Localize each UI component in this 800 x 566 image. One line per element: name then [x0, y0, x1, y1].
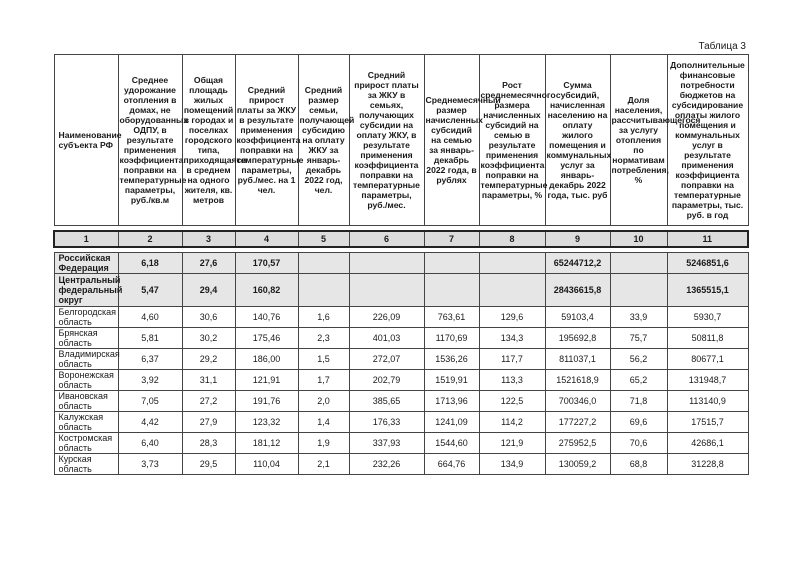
table-cell: 30,6: [182, 307, 235, 328]
table-cell: 811037,1: [545, 349, 610, 370]
table-cell: 175,46: [235, 328, 298, 349]
column-number: 2: [118, 231, 182, 247]
table-cell: 176,33: [349, 412, 424, 433]
table-cell: [298, 253, 349, 274]
table-cell: 1170,69: [424, 328, 479, 349]
region-name: Курская область: [54, 454, 118, 475]
table-cell: 71,8: [610, 391, 667, 412]
table-cell: 113,3: [479, 370, 545, 391]
column-header: Сумма субсидий, начисленная населению на оплату жилого помещения и коммунальных услуг за январь-декабрь 2022 года, тыс. руб: [545, 55, 610, 226]
table-cell: [349, 253, 424, 274]
table-cell: [424, 274, 479, 307]
table-cell: 1536,26: [424, 349, 479, 370]
region-name: Ивановская область: [54, 391, 118, 412]
table-cell: 28,3: [182, 433, 235, 454]
header-row: [54, 55, 748, 226]
table-cell: 68,8: [610, 454, 667, 475]
column-header: Дополнительные финансовые потребности бюджетов на субсидирование оплаты жилого помещения и коммунальных услуг в результате применения коэффициента поправки на температурные параметры, тыс. руб. в год: [667, 55, 748, 226]
table-row: [54, 328, 748, 349]
table-row: [54, 349, 748, 370]
table-cell: 129,6: [479, 307, 545, 328]
table-cell: 1,5: [298, 349, 349, 370]
table-cell: 5,81: [118, 328, 182, 349]
table-cell: 30,2: [182, 328, 235, 349]
column-number: 3: [182, 231, 235, 247]
region-name: Брянская область: [54, 328, 118, 349]
table-cell: 3,92: [118, 370, 182, 391]
table-cell: 1365515,1: [667, 274, 748, 307]
table-cell: 401,03: [349, 328, 424, 349]
table-cell: [479, 274, 545, 307]
data-table: [53, 54, 749, 475]
table-cell: 2,0: [298, 391, 349, 412]
table-cell: 65244712,2: [545, 253, 610, 274]
table-cell: 160,82: [235, 274, 298, 307]
region-name: Белгородская область: [54, 307, 118, 328]
table-cell: 6,40: [118, 433, 182, 454]
table-cell: 5930,7: [667, 307, 748, 328]
table-cell: 226,09: [349, 307, 424, 328]
table-cell: 4,42: [118, 412, 182, 433]
column-header: Рост среднемесячного размера начисленных субсидий на семью в результате применения коэффициента поправки на температурные параметры, %: [479, 55, 545, 226]
table-cell: 110,04: [235, 454, 298, 475]
table-cell: 70,6: [610, 433, 667, 454]
table-cell: 337,93: [349, 433, 424, 454]
table-cell: 27,6: [182, 253, 235, 274]
column-number-row: [54, 231, 748, 247]
column-header: Общая площадь жилых помещений в городах и поселках городского типа, приходящаяся в среднем на одного жителя, кв. метров: [182, 55, 235, 226]
table-cell: 140,76: [235, 307, 298, 328]
column-header: Доля населения, рассчитывающегося за услугу отопления по нормативам потребления, %: [610, 55, 667, 226]
table-cell: 664,76: [424, 454, 479, 475]
table-cell: 123,32: [235, 412, 298, 433]
table-cell: [349, 274, 424, 307]
table-cell: 29,5: [182, 454, 235, 475]
column-number: 8: [479, 231, 545, 247]
table-cell: 1519,91: [424, 370, 479, 391]
table-row-district: [54, 274, 748, 307]
table-cell: 121,91: [235, 370, 298, 391]
table-cell: 114,2: [479, 412, 545, 433]
table-cell: 29,4: [182, 274, 235, 307]
table-cell: 6,37: [118, 349, 182, 370]
table-cell: 42686,1: [667, 433, 748, 454]
table-cell: 130059,2: [545, 454, 610, 475]
column-header: Средний прирост платы за ЖКУ в семьях, получающих субсидии на оплату ЖКУ, в результате применения коэффициента поправки на температурные параметры, руб./мес.: [349, 55, 424, 226]
table-cell: [610, 274, 667, 307]
table-cell: 232,26: [349, 454, 424, 475]
table-cell: 121,9: [479, 433, 545, 454]
table-row: [54, 454, 748, 475]
table-cell: 1,9: [298, 433, 349, 454]
table-cell: 763,61: [424, 307, 479, 328]
table-cell: 1,4: [298, 412, 349, 433]
region-name: Калужская область: [54, 412, 118, 433]
table-cell: 700346,0: [545, 391, 610, 412]
column-number: 1: [54, 231, 118, 247]
region-name: Владимирская область: [54, 349, 118, 370]
region-name: Воронежская область: [54, 370, 118, 391]
table-cell: 27,9: [182, 412, 235, 433]
table-cell: 4,60: [118, 307, 182, 328]
table-cell: 50811,8: [667, 328, 748, 349]
table-row-total: [54, 253, 748, 274]
table-cell: [298, 274, 349, 307]
table-cell: 7,05: [118, 391, 182, 412]
column-header: Наименование субъекта РФ: [54, 55, 118, 226]
table-cell: 6,18: [118, 253, 182, 274]
table-cell: 134,9: [479, 454, 545, 475]
table-caption: Таблица 3: [698, 41, 746, 52]
table-cell: 33,9: [610, 307, 667, 328]
region-name: Костромская область: [54, 433, 118, 454]
table-cell: [424, 253, 479, 274]
column-number: 11: [667, 231, 748, 247]
table-cell: 2,1: [298, 454, 349, 475]
table-cell: 385,65: [349, 391, 424, 412]
table-row: [54, 433, 748, 454]
column-header: Средний прирост платы за ЖКУ в результате применения коэффициента поправки на температурные параметры, руб./мес. на 1 чел.: [235, 55, 298, 226]
table-cell: 3,73: [118, 454, 182, 475]
table-cell: 131948,7: [667, 370, 748, 391]
table-cell: 113140,9: [667, 391, 748, 412]
table-cell: 1,6: [298, 307, 349, 328]
column-header: Средний размер семьи, получающей субсидию на оплату ЖКУ за январь-декабрь 2022 год, чел.: [298, 55, 349, 226]
column-number: 5: [298, 231, 349, 247]
table-cell: 195692,8: [545, 328, 610, 349]
table-cell: 28436615,8: [545, 274, 610, 307]
table-row: [54, 370, 748, 391]
column-number: 4: [235, 231, 298, 247]
table-cell: 186,00: [235, 349, 298, 370]
table-cell: 29,2: [182, 349, 235, 370]
column-number: 10: [610, 231, 667, 247]
table-cell: 31228,8: [667, 454, 748, 475]
table-cell: 80677,1: [667, 349, 748, 370]
table-cell: 1544,60: [424, 433, 479, 454]
region-name: Центральный федеральный округ: [54, 274, 118, 307]
table-cell: [610, 253, 667, 274]
table-cell: 1241,09: [424, 412, 479, 433]
table-cell: 202,79: [349, 370, 424, 391]
table-cell: 191,76: [235, 391, 298, 412]
table-cell: 5246851,6: [667, 253, 748, 274]
table-cell: 1,7: [298, 370, 349, 391]
column-number: 9: [545, 231, 610, 247]
column-header: Среднемесячный размер начисленных субсидий на семью за январь-декабрь 2022 года, в рублях: [424, 55, 479, 226]
table-cell: 1713,96: [424, 391, 479, 412]
table-cell: 170,57: [235, 253, 298, 274]
column-header: Среднее удорожание отопления в домах, не оборудованных ОДПУ, в результате применения коэффициента поправки на температурные параметры, руб./кв.м: [118, 55, 182, 226]
table-cell: 56,2: [610, 349, 667, 370]
table-cell: 272,07: [349, 349, 424, 370]
table-cell: 75,7: [610, 328, 667, 349]
table-cell: 122,5: [479, 391, 545, 412]
table-cell: 5,47: [118, 274, 182, 307]
column-number: 7: [424, 231, 479, 247]
table-cell: 2,3: [298, 328, 349, 349]
table-cell: [479, 253, 545, 274]
table-cell: 31,1: [182, 370, 235, 391]
column-number: 6: [349, 231, 424, 247]
table-cell: 27,2: [182, 391, 235, 412]
table-row: [54, 391, 748, 412]
table-cell: 177227,2: [545, 412, 610, 433]
table-cell: 134,3: [479, 328, 545, 349]
table-cell: 181,12: [235, 433, 298, 454]
table-cell: 117,7: [479, 349, 545, 370]
table-row: [54, 412, 748, 433]
region-name: Российская Федерация: [54, 253, 118, 274]
table-row: [54, 307, 748, 328]
table-cell: 59103,4: [545, 307, 610, 328]
table-cell: 275952,5: [545, 433, 610, 454]
table-cell: 17515,7: [667, 412, 748, 433]
table-cell: 65,2: [610, 370, 667, 391]
table-cell: 1521618,9: [545, 370, 610, 391]
table-cell: 69,6: [610, 412, 667, 433]
